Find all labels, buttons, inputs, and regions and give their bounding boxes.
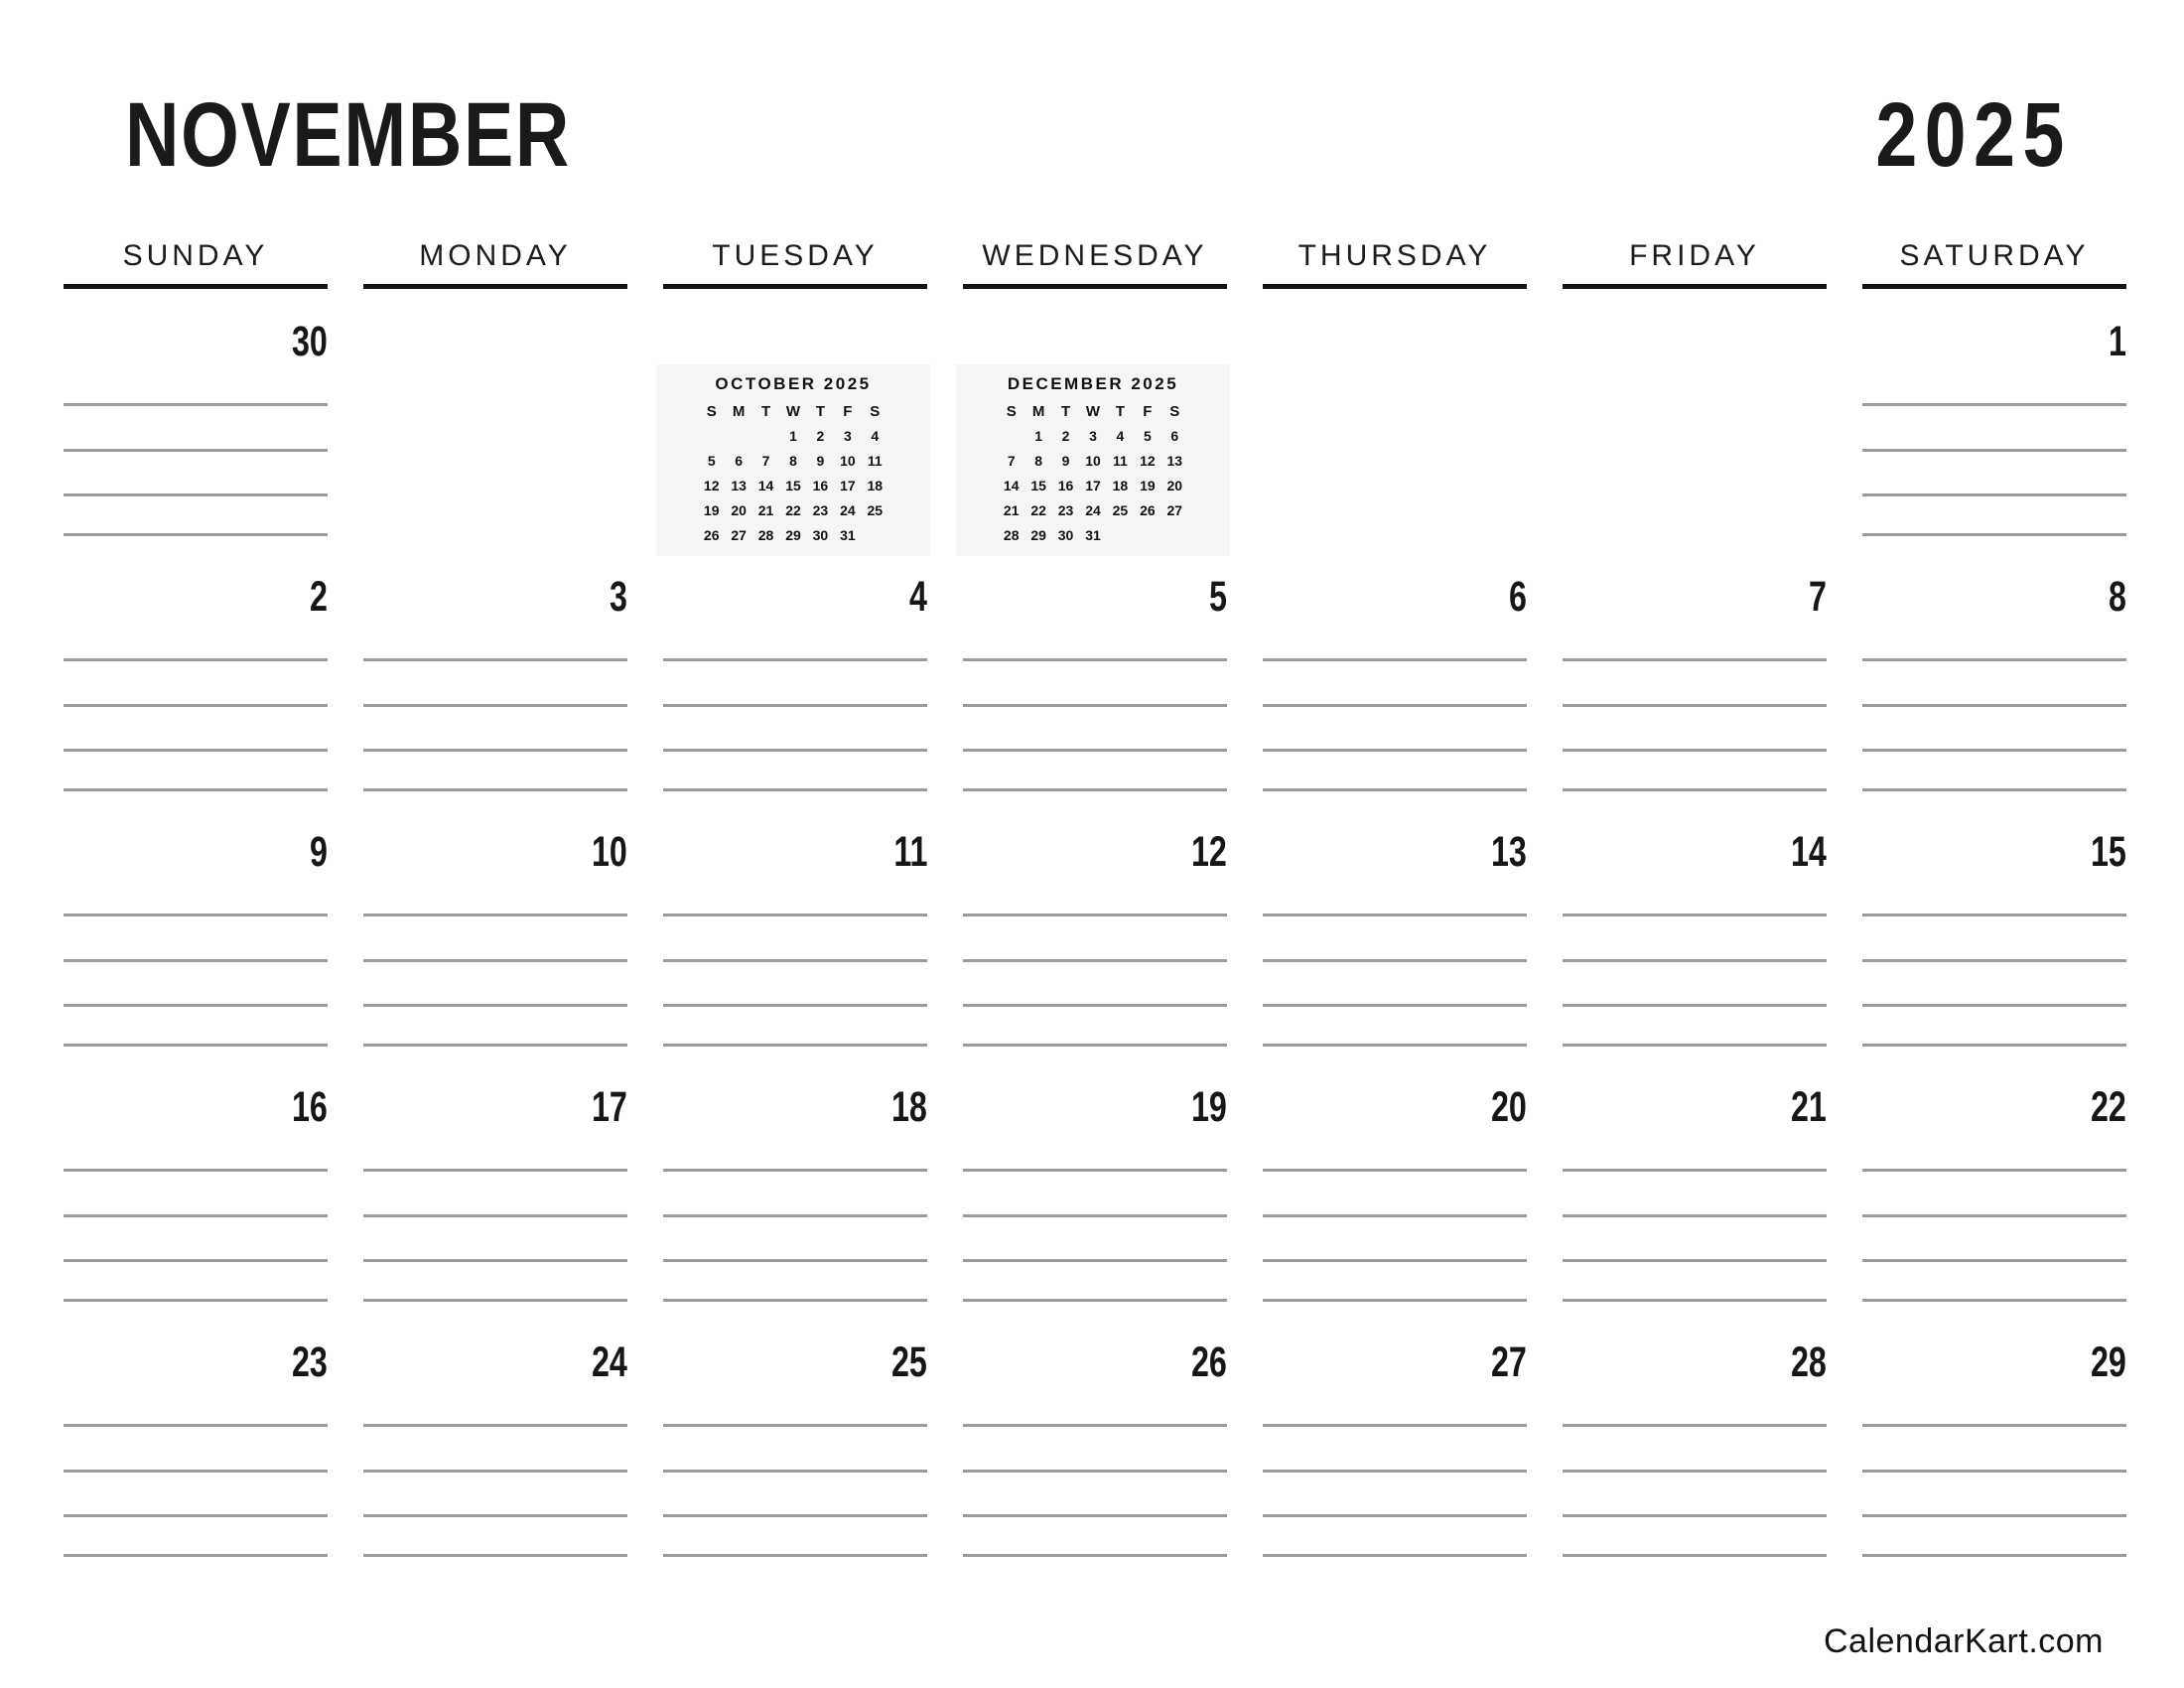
note-line: [1263, 1424, 1527, 1427]
date-number: 29: [2091, 1338, 2126, 1386]
note-line: [663, 914, 927, 916]
date-number: 15: [2091, 828, 2126, 876]
note-line: [1563, 1299, 1827, 1302]
mini-date-number: 14: [1003, 478, 1020, 493]
note-line: [1563, 1169, 1827, 1172]
note-line: [1862, 959, 2126, 962]
note-line: [363, 1169, 627, 1172]
note-line: [663, 1554, 927, 1557]
note-line: [1263, 704, 1527, 707]
mini-calendar-title: OCTOBER 2025: [715, 374, 872, 393]
mini-date-number: 12: [1140, 453, 1156, 469]
mini-calendar-grid: [698, 399, 888, 548]
date-number: 26: [1191, 1338, 1227, 1386]
day-cell: [1563, 818, 1827, 1073]
calendar-grid: [64, 238, 2126, 1584]
weekday-header: [1862, 238, 2126, 308]
mini-date-number: 7: [761, 453, 770, 469]
day-cell: [1862, 563, 2126, 818]
weekday-header: [1263, 238, 1527, 308]
mini-date-number: 10: [1085, 453, 1101, 469]
mini-calendar-december: [956, 364, 1230, 556]
weekday-header: [663, 238, 927, 308]
mini-date-number: 28: [1003, 527, 1020, 543]
date-number: 9: [310, 828, 328, 876]
mini-date-number: 11: [867, 453, 883, 469]
mini-date-number: 10: [840, 453, 856, 469]
mini-date-number: 28: [757, 527, 774, 543]
note-line: [963, 1554, 1227, 1557]
day-cell: [1862, 1073, 2126, 1329]
day-cell: [1263, 818, 1527, 1073]
day-cell: [64, 1073, 328, 1329]
mini-date-number: 29: [785, 527, 801, 543]
date-number: 20: [1491, 1083, 1527, 1131]
mini-date-number: 14: [757, 478, 774, 493]
mini-weekday-label: S: [870, 403, 881, 420]
mini-date-number: 9: [1061, 453, 1070, 469]
note-line: [1862, 1169, 2126, 1172]
day-cell: [1263, 1329, 1527, 1584]
note-line: [1563, 1554, 1827, 1557]
note-line: [64, 449, 328, 452]
mini-date-number: 1: [789, 428, 797, 444]
date-number: 2: [310, 573, 328, 621]
note-line: [64, 403, 328, 406]
note-line: [963, 1259, 1227, 1262]
weekday-label: FRIDAY: [1629, 239, 1760, 272]
note-line: [1263, 1299, 1527, 1302]
mini-date-number: 6: [1170, 428, 1179, 444]
note-line: [663, 1470, 927, 1473]
note-line: [1862, 704, 2126, 707]
note-line: [64, 749, 328, 752]
date-number: 24: [592, 1338, 627, 1386]
mini-date-number: 16: [1057, 478, 1074, 493]
note-line: [363, 1299, 627, 1302]
mini-date-number: 24: [840, 502, 856, 518]
date-number: 22: [2091, 1083, 2126, 1131]
note-line: [1862, 914, 2126, 916]
date-number: 16: [292, 1083, 328, 1131]
day-cell: [963, 1073, 1227, 1329]
date-number: 14: [1791, 828, 1827, 876]
date-number: 25: [891, 1338, 927, 1386]
note-line: [663, 1514, 927, 1517]
note-line: [1563, 1470, 1827, 1473]
note-line: [363, 1214, 627, 1217]
note-line: [663, 1424, 927, 1427]
note-line: [363, 1424, 627, 1427]
note-line: [1263, 959, 1527, 962]
year-label: [1833, 83, 2072, 188]
mini-date-number: 7: [1007, 453, 1016, 469]
day-cell: [963, 818, 1227, 1073]
mini-weekday-label: F: [843, 403, 853, 420]
mini-date-number: 11: [1113, 453, 1128, 469]
mini-date-number: 15: [785, 478, 801, 493]
note-line: [1263, 1169, 1527, 1172]
mini-date-number: 31: [1085, 527, 1101, 543]
weekday-label: THURSDAY: [1297, 239, 1492, 272]
mini-weekday-label: S: [1006, 403, 1017, 420]
mini-calendar-grid: [998, 399, 1188, 548]
note-line: [963, 914, 1227, 916]
note-line: [1862, 533, 2126, 536]
note-line: [1862, 1424, 2126, 1427]
date-number: 1: [2109, 318, 2126, 365]
day-cell: [1862, 1329, 2126, 1584]
day-cell: [663, 818, 927, 1073]
note-line: [1263, 749, 1527, 752]
note-line: [1862, 658, 2126, 661]
note-line: [64, 658, 328, 661]
note-line: [963, 1514, 1227, 1517]
note-line: [1263, 788, 1527, 791]
note-line: [963, 788, 1227, 791]
day-cell: [1563, 563, 1827, 818]
note-line: [1862, 1004, 2126, 1007]
note-line: [1263, 914, 1527, 916]
mini-date-number: 8: [1034, 453, 1043, 469]
day-cell: [64, 818, 328, 1073]
note-line: [1862, 788, 2126, 791]
day-cell: [963, 308, 1227, 563]
note-line: [963, 1299, 1227, 1302]
note-line: [1563, 1514, 1827, 1517]
weekday-label: SUNDAY: [122, 239, 269, 272]
date-number: 18: [891, 1083, 927, 1131]
note-line: [1862, 1470, 2126, 1473]
mini-date-number: 25: [1112, 502, 1129, 518]
mini-weekday-label: S: [706, 403, 717, 420]
day-cell: [363, 563, 627, 818]
mini-date-number: 25: [867, 502, 884, 518]
mini-date-number: 2: [816, 428, 825, 444]
date-number: 23: [292, 1338, 328, 1386]
mini-date-number: 21: [1003, 502, 1020, 518]
mini-weekday-label: S: [1169, 403, 1180, 420]
mini-date-number: 31: [840, 527, 856, 543]
note-line: [64, 1554, 328, 1557]
note-line: [1263, 1554, 1527, 1557]
date-number: 7: [1809, 573, 1827, 621]
note-line: [64, 1299, 328, 1302]
month-title: [125, 83, 667, 188]
note-line: [963, 658, 1227, 661]
note-line: [363, 914, 627, 916]
note-line: [663, 959, 927, 962]
mini-date-number: [698, 424, 725, 449]
note-line: [363, 704, 627, 707]
note-line: [64, 1424, 328, 1427]
note-line: [963, 1214, 1227, 1217]
mini-date-number: 26: [1140, 502, 1156, 518]
mini-date-number: 27: [731, 527, 747, 543]
date-number: 12: [1191, 828, 1227, 876]
mini-date-number: 1: [1034, 428, 1043, 444]
mini-date-number: 3: [1089, 428, 1097, 444]
note-line: [1862, 1554, 2126, 1557]
date-number: 8: [2109, 573, 2126, 621]
mini-weekday-label: T: [1115, 403, 1125, 420]
note-line: [64, 533, 328, 536]
mini-weekday-label: M: [732, 403, 746, 420]
note-line: [1263, 658, 1527, 661]
note-line: [1563, 658, 1827, 661]
note-line: [663, 1259, 927, 1262]
mini-date-number: 6: [735, 453, 744, 469]
note-line: [963, 1044, 1227, 1047]
note-line: [1263, 1259, 1527, 1262]
mini-weekday-label: F: [1143, 403, 1153, 420]
weekday-header: [363, 238, 627, 308]
day-cell: [363, 818, 627, 1073]
note-line: [1563, 1004, 1827, 1007]
note-line: [663, 1299, 927, 1302]
mini-date-number: 23: [1057, 502, 1074, 518]
note-line: [363, 788, 627, 791]
mini-date-number: [1107, 523, 1134, 548]
note-line: [1263, 1470, 1527, 1473]
note-line: [64, 959, 328, 962]
note-line: [663, 1214, 927, 1217]
mini-date-number: 9: [816, 453, 825, 469]
day-cell: [64, 563, 328, 818]
note-line: [64, 1214, 328, 1217]
note-line: [963, 704, 1227, 707]
day-cell: [64, 308, 328, 563]
day-cell: [64, 1329, 328, 1584]
date-number: 13: [1491, 828, 1527, 876]
day-cell: [663, 563, 927, 818]
note-line: [1862, 749, 2126, 752]
note-line: [1862, 1514, 2126, 1517]
note-line: [64, 1044, 328, 1047]
mini-weekday-label: W: [785, 403, 801, 420]
note-line: [363, 959, 627, 962]
note-line: [363, 1259, 627, 1262]
mini-date-number: 30: [1057, 527, 1074, 543]
mini-weekday-label: T: [760, 403, 771, 420]
note-line: [1862, 449, 2126, 452]
date-number: 4: [909, 573, 927, 621]
note-line: [1862, 1214, 2126, 1217]
day-cell: [363, 308, 627, 563]
day-cell: [1263, 563, 1527, 818]
note-line: [1263, 1514, 1527, 1517]
note-line: [1862, 1299, 2126, 1302]
mini-date-number: 18: [1112, 478, 1129, 493]
note-line: [1563, 959, 1827, 962]
note-line: [363, 1470, 627, 1473]
mini-date-number: 15: [1030, 478, 1046, 493]
note-line: [963, 1004, 1227, 1007]
date-number: 11: [892, 828, 927, 876]
mini-date-number: [1134, 523, 1160, 548]
date-number: 5: [1209, 573, 1227, 621]
day-cell: [363, 1329, 627, 1584]
day-cell: [1563, 1329, 1827, 1584]
date-number: 6: [1509, 573, 1527, 621]
mini-date-number: 17: [840, 478, 856, 493]
note-line: [663, 658, 927, 661]
note-line: [363, 1514, 627, 1517]
mini-date-number: [725, 424, 751, 449]
note-line: [363, 1554, 627, 1557]
mini-date-number: 5: [1143, 428, 1152, 444]
mini-date-number: 24: [1085, 502, 1101, 518]
date-number: 17: [592, 1083, 627, 1131]
mini-date-number: 12: [703, 478, 720, 493]
day-cell: [1563, 308, 1827, 563]
note-line: [963, 1470, 1227, 1473]
note-line: [663, 1004, 927, 1007]
day-cell: [963, 563, 1227, 818]
mini-date-number: 30: [812, 527, 829, 543]
day-cell: [1263, 1073, 1527, 1329]
day-cell: [663, 1073, 927, 1329]
weekday-label: MONDAY: [419, 239, 572, 272]
mini-date-number: 16: [812, 478, 829, 493]
day-cell: [1563, 1073, 1827, 1329]
note-line: [1563, 914, 1827, 916]
note-line: [663, 1044, 927, 1047]
note-line: [663, 749, 927, 752]
mini-date-number: 3: [843, 428, 852, 444]
note-line: [1563, 1424, 1827, 1427]
weekday-header: [1563, 238, 1827, 308]
note-line: [64, 704, 328, 707]
day-cell: [663, 1329, 927, 1584]
mini-date-number: 21: [757, 502, 774, 518]
note-line: [963, 1424, 1227, 1427]
mini-weekday-label: W: [1085, 403, 1101, 420]
note-line: [64, 914, 328, 916]
mini-date-number: 8: [789, 453, 797, 469]
note-line: [963, 749, 1227, 752]
day-cell: [363, 1073, 627, 1329]
note-line: [1862, 1044, 2126, 1047]
note-line: [1563, 749, 1827, 752]
mini-date-number: 29: [1030, 527, 1046, 543]
note-line: [963, 1169, 1227, 1172]
mini-date-number: [998, 424, 1024, 449]
mini-date-number: 22: [1030, 502, 1046, 518]
weekday-label: WEDNESDAY: [982, 239, 1208, 272]
mini-date-number: [1161, 523, 1188, 548]
note-line: [1263, 1214, 1527, 1217]
day-cell: [1862, 818, 2126, 1073]
note-line: [363, 1044, 627, 1047]
date-number: 19: [1191, 1083, 1227, 1131]
note-line: [663, 1169, 927, 1172]
note-line: [64, 788, 328, 791]
day-cell: [963, 1329, 1227, 1584]
weekday-header: [64, 238, 328, 308]
date-number: 28: [1791, 1338, 1827, 1386]
note-line: [1563, 1259, 1827, 1262]
mini-date-number: [752, 424, 779, 449]
mini-date-number: [862, 523, 888, 548]
date-number: 10: [592, 828, 627, 876]
mini-date-number: 13: [731, 478, 747, 493]
note-line: [1862, 1259, 2126, 1262]
mini-date-number: 13: [1166, 453, 1183, 469]
mini-date-number: 27: [1166, 502, 1183, 518]
note-line: [1563, 704, 1827, 707]
note-line: [64, 1514, 328, 1517]
mini-date-number: 5: [707, 453, 716, 469]
mini-weekday-label: T: [1060, 403, 1071, 420]
mini-date-number: 19: [1140, 478, 1156, 493]
mini-weekday-label: T: [815, 403, 825, 420]
note-line: [363, 1004, 627, 1007]
year-label-text: 2025: [1875, 84, 2072, 186]
weekday-label: SATURDAY: [1899, 239, 2090, 272]
day-cell: [1862, 308, 2126, 563]
mini-date-number: 23: [812, 502, 829, 518]
mini-date-number: 26: [703, 527, 720, 543]
mini-date-number: 4: [1116, 428, 1125, 444]
note-line: [64, 1004, 328, 1007]
note-line: [1563, 788, 1827, 791]
note-line: [64, 1169, 328, 1172]
weekday-label: TUESDAY: [712, 239, 879, 272]
note-line: [64, 1259, 328, 1262]
mini-date-number: 18: [867, 478, 884, 493]
date-number: 21: [1791, 1083, 1827, 1131]
date-number: 30: [292, 318, 328, 365]
date-number: 27: [1491, 1338, 1527, 1386]
note-line: [64, 493, 328, 496]
note-line: [1862, 493, 2126, 496]
mini-date-number: 4: [871, 428, 880, 444]
month-title-text: NOVEMBER: [125, 84, 572, 186]
note-line: [363, 749, 627, 752]
mini-date-number: 19: [703, 502, 720, 518]
footer-brand: CalendarKart.com: [1823, 1622, 2104, 1660]
note-line: [363, 658, 627, 661]
mini-weekday-label: M: [1031, 403, 1045, 420]
weekday-header: [963, 238, 1227, 308]
mini-calendar-october: [656, 364, 930, 556]
mini-date-number: 22: [785, 502, 801, 518]
mini-date-number: 20: [1166, 478, 1183, 493]
day-cell: [663, 308, 927, 563]
note-line: [1862, 403, 2126, 406]
note-line: [64, 1470, 328, 1473]
mini-date-number: 2: [1061, 428, 1070, 444]
mini-date-number: 20: [731, 502, 747, 518]
note-line: [663, 704, 927, 707]
mini-date-number: 17: [1085, 478, 1101, 493]
day-cell: [1263, 308, 1527, 563]
note-line: [1263, 1044, 1527, 1047]
note-line: [963, 959, 1227, 962]
mini-calendar-title: DECEMBER 2025: [1007, 374, 1179, 393]
note-line: [1563, 1044, 1827, 1047]
note-line: [1563, 1214, 1827, 1217]
note-line: [1263, 1004, 1527, 1007]
date-number: 3: [610, 573, 627, 621]
note-line: [663, 788, 927, 791]
